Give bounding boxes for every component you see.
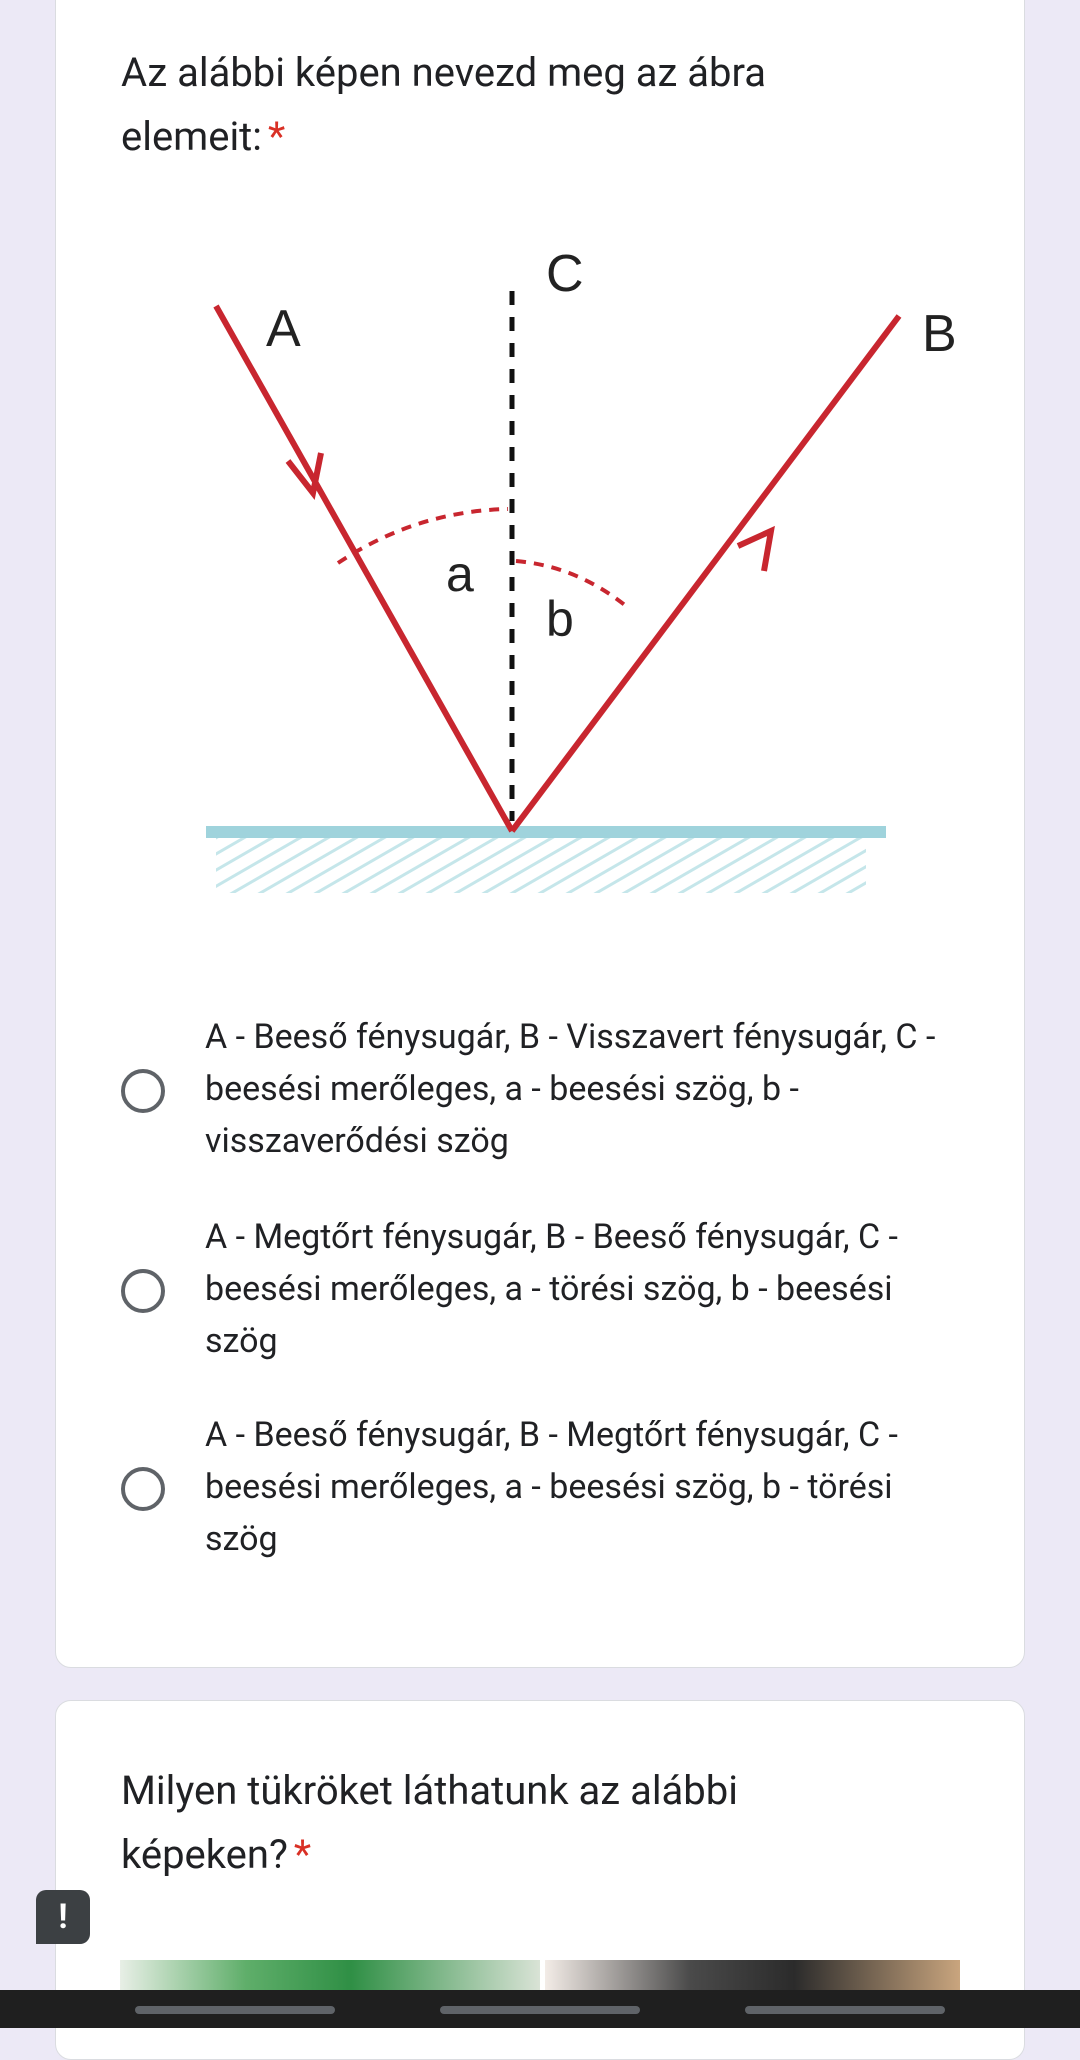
label-b: b — [546, 591, 574, 647]
exclamation-icon[interactable] — [36, 1890, 90, 1944]
radio-button[interactable] — [121, 1069, 165, 1113]
radio-button[interactable] — [121, 1269, 165, 1313]
mirror-surface — [206, 826, 886, 838]
option-label: A - Beeső fénysugár, B - Visszavert fénysugár, C - beesési merőleges, a - beesési szög, b - visszaverődési szög — [205, 1017, 936, 1161]
required-asterisk: * — [293, 1831, 312, 1878]
label-C: C — [546, 245, 584, 303]
question-card-1 — [55, 0, 1025, 1668]
question-title-text: Milyen tükröket láthatunk az alábbi képeken? — [121, 1767, 738, 1878]
option-label: A - Beeső fénysugár, B - Megtőrt fénysugár, C - beesési merőleges, a - beesési szög, b - törési szög — [205, 1415, 898, 1559]
alert-glyph: ! — [58, 1897, 68, 1937]
question-title-text: Az alábbi képen nevezd meg az ábra elemeit: — [121, 49, 767, 160]
label-a: a — [446, 546, 474, 602]
question-title — [121, 41, 901, 169]
radio-button[interactable] — [121, 1467, 165, 1511]
mirror-hatch — [216, 838, 866, 893]
label-A: A — [266, 300, 301, 358]
required-asterisk: * — [267, 113, 286, 160]
nav-indicator — [745, 2006, 945, 2014]
nav-indicator — [440, 2006, 640, 2014]
reflection-diagram — [116, 231, 1016, 951]
question-title — [121, 1759, 901, 1887]
option-label: A - Megtőrt fénysugár, B - Beeső fénysugár, C - beesési merőleges, a - törési szög, b - beesési szög — [205, 1217, 898, 1361]
option-3[interactable] — [121, 1409, 1001, 1569]
system-nav-bar — [0, 1990, 1080, 2028]
option-1[interactable] — [121, 1011, 1001, 1171]
nav-indicator — [135, 2006, 335, 2014]
option-2[interactable] — [121, 1211, 1001, 1371]
reflected-arrow — [738, 531, 771, 571]
angle-a-arc — [338, 509, 508, 563]
label-B: B — [922, 305, 957, 363]
